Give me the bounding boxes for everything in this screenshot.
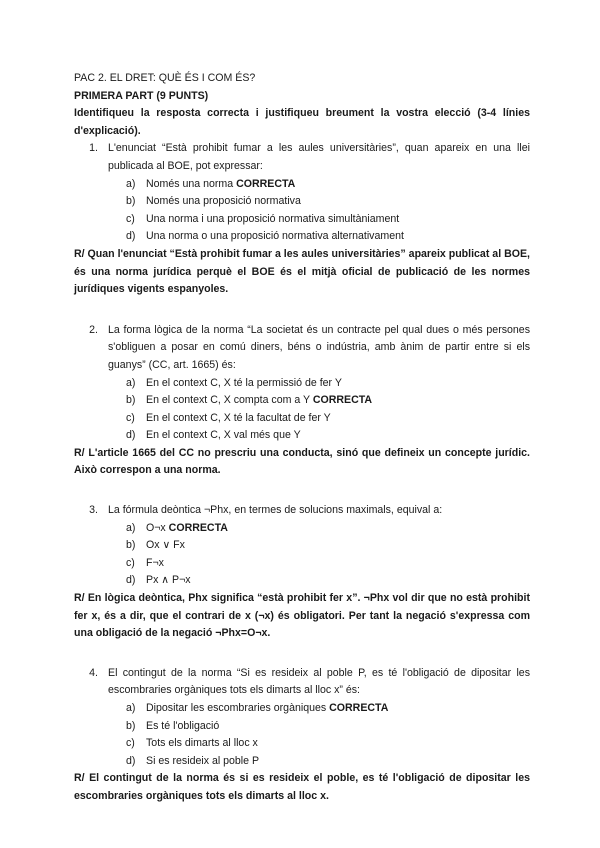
options-list bbox=[74, 520, 530, 590]
option bbox=[126, 392, 530, 410]
question-number: 4. bbox=[89, 666, 98, 679]
option bbox=[126, 176, 530, 194]
question-number: 1. bbox=[89, 142, 98, 155]
option bbox=[126, 718, 530, 736]
option bbox=[126, 520, 530, 538]
option-text: En el context C, X té la facultat de fer Y bbox=[146, 411, 331, 424]
correct-tag: CORRECTA bbox=[312, 394, 373, 407]
option-label: d) bbox=[126, 230, 136, 243]
option-label: d) bbox=[126, 754, 136, 767]
answer-text: R/ Quan l'enunciat “Està prohibit fumar a les aules universitàries” apareix publicat al BOE, és una norma jurídica perquè el BOE és el mitjà oficial de publicació de les normes jurídiques vigents espanyoles. bbox=[74, 247, 530, 296]
options-list bbox=[74, 375, 530, 445]
option-label: c) bbox=[126, 411, 135, 424]
option bbox=[126, 555, 530, 573]
part-heading: PRIMERA PART (9 PUNTS) bbox=[74, 89, 209, 102]
option-text: Ox ∨ Fx bbox=[146, 539, 185, 552]
option-label: a) bbox=[126, 177, 136, 190]
question-number: 3. bbox=[89, 504, 98, 517]
option-label: d) bbox=[126, 574, 136, 587]
option-text: Una norma o una proposició normativa alternativament bbox=[146, 230, 404, 243]
question-3 bbox=[74, 502, 530, 643]
option-text: En el context C, X val més que Y bbox=[146, 429, 301, 442]
option-label: c) bbox=[126, 556, 135, 569]
question-text: L'enunciat “Està prohibit fumar a les aules universitàries”, quan apareix en una llei publicada al BOE, pot expressar: bbox=[108, 142, 530, 172]
question-text: La forma lògica de la norma “La societat és un contracte pel qual dues o més persones s'obliguen a posar en comú diners, béns o indústria, amb ànim de partir entre si els guanys” (CC, art. 1665) és: bbox=[108, 323, 530, 371]
correct-tag: CORRECTA bbox=[236, 177, 296, 190]
option-text: Una norma i una proposició normativa simultàniament bbox=[146, 212, 400, 225]
option-text: Només una norma bbox=[146, 177, 237, 190]
question-stem bbox=[74, 665, 530, 700]
option-label: b) bbox=[126, 719, 136, 732]
option bbox=[126, 193, 530, 211]
option bbox=[126, 375, 530, 393]
question-stem bbox=[74, 502, 530, 520]
option-label: c) bbox=[126, 212, 135, 225]
option bbox=[126, 228, 530, 246]
option bbox=[126, 410, 530, 428]
question-text: El contingut de la norma “Si es resideix al poble P, es té l'obligació de dipositar les escombraries orgàniques tots els dimarts al lloc x” és: bbox=[108, 666, 530, 697]
correct-tag: CORRECTA bbox=[168, 521, 228, 534]
option-label: a) bbox=[126, 376, 136, 389]
option-label: d) bbox=[126, 429, 136, 442]
option-text: O¬x bbox=[146, 521, 169, 534]
option-text: Es té l'obligació bbox=[146, 719, 220, 732]
question-2 bbox=[74, 322, 530, 480]
option-label: b) bbox=[126, 195, 136, 208]
option bbox=[126, 700, 530, 718]
option bbox=[126, 211, 530, 229]
option-text: Tots els dimarts al lloc x bbox=[146, 737, 258, 750]
document-page bbox=[74, 70, 530, 806]
correct-tag: CORRECTA bbox=[329, 702, 389, 714]
question-1 bbox=[74, 140, 530, 298]
question-4 bbox=[74, 665, 530, 806]
answer-text: R/ En lògica deòntica, Phx significa “està prohibit fer x”. ¬Phx vol dir que no està prohibit fer x, és a dir, que el contrari de x (¬x) és obligatori. Per tant la negació s'expressa com una obligació de la negació ¬Phx=O¬x. bbox=[74, 592, 530, 640]
option-text: Dipositar les escombraries orgàniques bbox=[146, 702, 330, 714]
options-list bbox=[74, 176, 530, 246]
question-number: 2. bbox=[89, 323, 98, 336]
option-text: Px ∧ P¬x bbox=[146, 574, 191, 587]
option-label: b) bbox=[126, 539, 136, 552]
answer-text: R/ El contingut de la norma és si es resideix el poble, es té l'obligació de dipositar les escombraries orgàniques tots els dimarts al lloc x. bbox=[74, 772, 530, 802]
option-text: Si es resideix al poble P bbox=[146, 754, 260, 767]
option-text: En el context C, X té la permissió de fer Y bbox=[146, 376, 342, 389]
option-label: c) bbox=[126, 737, 135, 750]
option-text: En el context C, X compta com a Y bbox=[146, 394, 313, 407]
option bbox=[126, 572, 530, 590]
option-label: a) bbox=[126, 521, 136, 534]
option bbox=[126, 735, 530, 753]
instructions: Identifiqueu la resposta correcta i justifiqueu breument la vostra elecció (3-4 línies d'explicació). bbox=[74, 107, 530, 137]
option-label: b) bbox=[126, 394, 136, 407]
option-text: Només una proposició normativa bbox=[146, 195, 301, 208]
option bbox=[126, 427, 530, 445]
option-label: a) bbox=[126, 702, 136, 714]
option bbox=[126, 537, 530, 555]
answer-text: R/ L'article 1665 del CC no prescriu una conducta, sinó que defineix un concepte jurídic. Això correspon a una norma. bbox=[74, 446, 530, 477]
options-list bbox=[74, 700, 530, 770]
question-stem bbox=[74, 322, 530, 375]
question-stem bbox=[74, 140, 530, 175]
option bbox=[126, 753, 530, 771]
option-text: F¬x bbox=[146, 556, 164, 569]
question-text: La fórmula deòntica ¬Phx, en termes de solucions maximals, equival a: bbox=[108, 504, 443, 517]
document-title: PAC 2. EL DRET: QUÈ ÉS I COM ÉS? bbox=[74, 72, 256, 84]
